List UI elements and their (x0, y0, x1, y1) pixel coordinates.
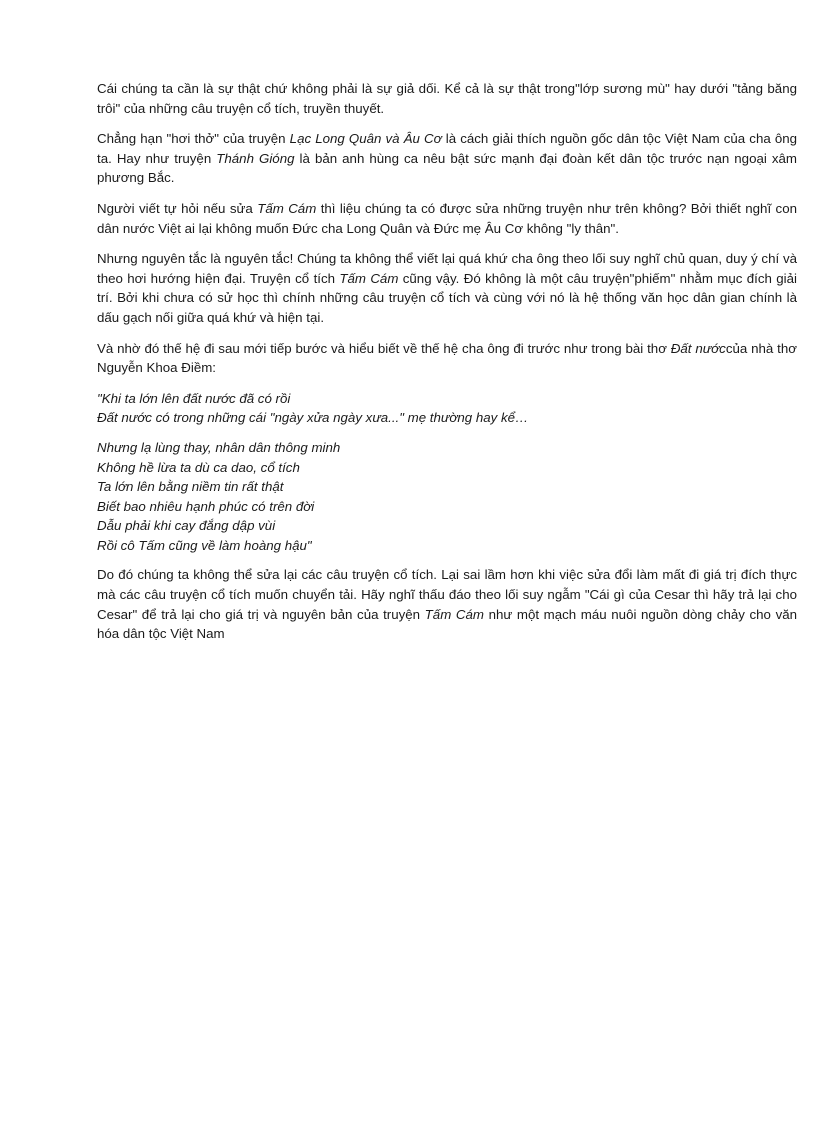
paragraph (97, 199, 797, 238)
body-text: Do đó chúng ta không thể sửa lại các câu truyện cổ tích. Lại sai lầm hơn khi việc sửa đổi làm mất đi giá trị đích thực mà các câu truyện cổ tích muốn chuyển tải. Hãy nghĩ thấu đáo theo lối suy ngẫm "Cái gì của Cesar thì hãy trả lại cho Cesar" để trả lại cho giá trị và nguyên bản của truyện (97, 567, 797, 622)
body-text: là bản anh hùng ca nêu bật sức mạnh đại đoàn kết dân tộc trước nạn ngoại xâm phương Bắc. (97, 150, 797, 186)
poem-line: Rồi cô Tấm cũng về làm hoàng hậu" (97, 537, 312, 553)
body-text: Cái chúng ta cần là sự thật chứ không phải là sự giả dối. Kể cả là sự thật trong"lớp sương mù" hay dưới "tảng băng trôi" của những câu truyện cổ tích, truyền thuyết. (97, 81, 797, 116)
body-text: như một mạch máu nuôi nguồn dòng chảy cho văn hóa dân tộc Việt Nam (97, 606, 798, 642)
poem-line: Ta lớn lên bằng niềm tin rất thật (97, 479, 284, 495)
closing-paragraph (97, 565, 797, 643)
italic-title-text: Thánh Gióng (216, 150, 295, 166)
body-text: của nhà thơ Nguyễn Khoa Điềm: (97, 340, 797, 376)
document-body (97, 79, 797, 655)
poem-line: Đất nước có trong những cái "ngày xửa ngày xưa..." mẹ thường hay kể… (97, 410, 529, 426)
paragraph-group (97, 79, 797, 378)
italic-title-text: Đất nước (670, 340, 726, 356)
paragraph (97, 339, 797, 378)
poem-line: Dẫu phải khi cay đắng dập vùi (97, 518, 276, 534)
italic-title-text: Tấm Cám (424, 606, 484, 622)
body-text: là cách giải thích nguồn gốc dân tộc Việt Nam của cha ông ta. Hay như truyện (97, 131, 798, 166)
italic-title-text: Tấm Cám (339, 270, 399, 286)
italic-title-text: Lạc Long Quân và Âu Cơ (289, 131, 442, 147)
poem-line: Nhưng lạ lùng thay, nhân dân thông minh (97, 439, 341, 455)
body-text: cũng vậy. Đó không là một câu truyện"phiếm" nhằm mục đích giải trí. Bởi khi chưa có sử học thì chính những câu truyện cổ tích và cùng với nó là hệ thống văn học dân gian chính là dấu gạch nối giữa quá khứ và hiện tại. (97, 270, 797, 325)
body-text: Và nhờ đó thế hệ đi sau mới tiếp bước và hiểu biết về thế hệ cha ông đi trước như trong bài thơ (97, 340, 671, 356)
italic-title-text: Tấm Cám (257, 200, 317, 216)
poem-line: Không hề lừa ta dù ca dao, cổ tích (97, 459, 300, 475)
poem-stanza-2 (97, 438, 797, 556)
body-text: Nhưng nguyên tắc là nguyên tắc! Chúng ta không thể viết lại quá khứ cha ông theo lối suy nghĩ chủ quan, duy ý chí và theo hơi hướng hiện đại. Truyện cổ tích (97, 251, 797, 286)
poem-line: "Khi ta lớn lên đất nước đã có rồi (97, 390, 291, 406)
body-text: Chẳng hạn "hơi thở" của truyện (97, 131, 290, 147)
paragraph (97, 249, 797, 327)
body-text: Người viết tự hỏi nếu sửa (97, 200, 258, 216)
poem-line: Biết bao nhiêu hạnh phúc có trên đời (97, 498, 315, 514)
paragraph (97, 129, 797, 188)
poem-stanza-1 (97, 389, 797, 428)
paragraph (97, 79, 797, 118)
body-text: thì liệu chúng ta có được sửa những truyện như trên không? Bởi thiết nghĩ con dân nước Việt ai lại không muốn Đức cha Long Quân và Đức mẹ Âu Cơ không "ly thân". (97, 200, 797, 236)
